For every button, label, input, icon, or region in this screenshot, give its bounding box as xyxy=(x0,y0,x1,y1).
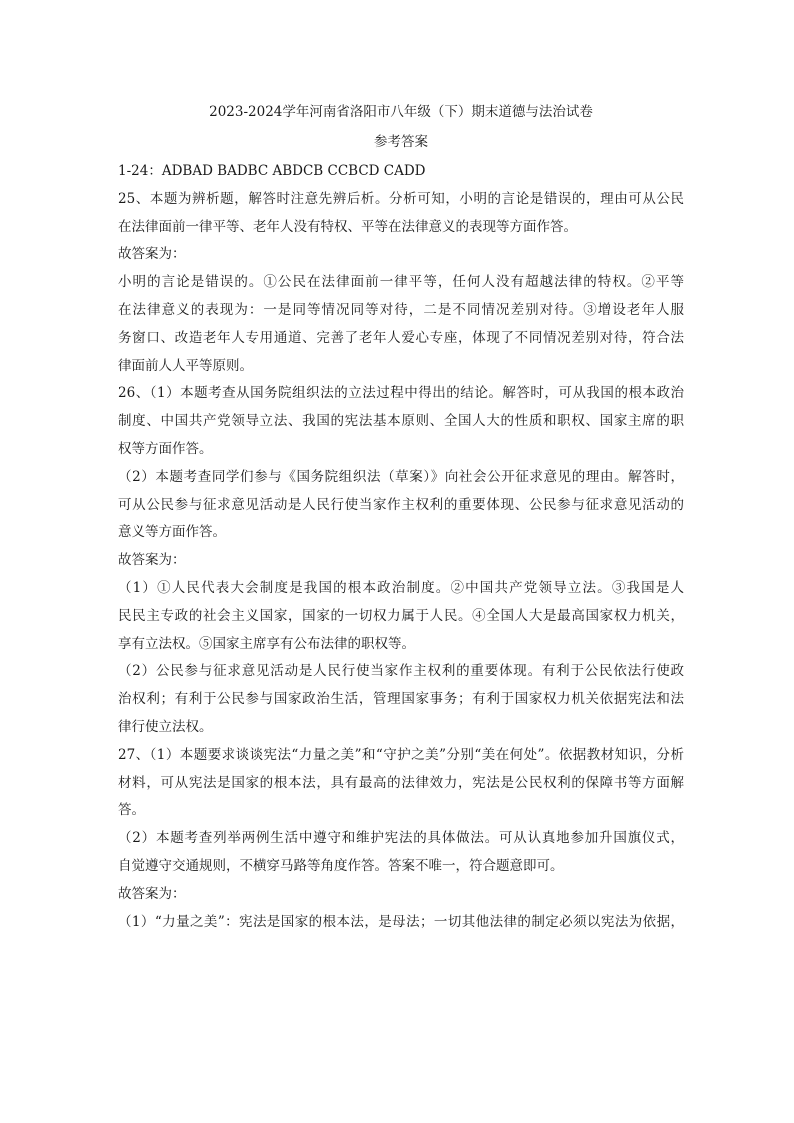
text-line: （2）公民参与征求意见活动是人民行使当家作主权利的重要体现。有利于公民依法行使政 xyxy=(118,663,684,680)
text-line: （2）本题考查同学们参与《国务院组织法（草案）》向社会公开征求意见的理由。解答时， xyxy=(118,468,684,485)
text-line: 27、（1）本题要求谈谈宪法“力量之美”和“守护之美”分别“美在何处”。依据教材知识，分析 xyxy=(118,746,684,763)
text-line: 26、（1）本题考查从国务院组织法的立法过程中得出的结论。解答时，可从我国的根本政治 xyxy=(118,385,684,402)
text-line: 故答案为： xyxy=(118,246,186,263)
text-line: （2）本题考查列举两例生活中遵守和维护宪法的具体做法。可从认真地参加升国旗仪式， xyxy=(118,830,684,847)
text-line: 在法律面前一律平等、老年人没有特权、平等在法律意义的表现等方面作答。 xyxy=(118,218,577,235)
text-line: 务窗口、改造老年人专用通道、完善了老年人爱心专座，体现了不同情况差别对待，符合法 xyxy=(118,329,684,346)
text-line: 材料，可从宪法是国家的根本法，具有最高的法律效力，宪法是公民权利的保障书等方面解 xyxy=(118,774,684,791)
text-line: （1）“力量之美”：宪法是国家的根本法，是母法；一切其他法律的制定必须以宪法为依据， xyxy=(118,913,684,930)
document-body xyxy=(118,162,684,932)
text-line: 权等方面作答。 xyxy=(118,440,213,457)
text-line: 小明的言论是错误的。①公民在法律面前一律平等，任何人没有超越法律的特权。②平等 xyxy=(118,274,684,291)
text-line: 故答案为： xyxy=(118,552,186,569)
text-line: 治权利；有利于公民参与国家政治生活，管理国家事务；有利于国家权力机关依据宪法和法 xyxy=(118,691,684,708)
text-line: 律面前人人平等原则。 xyxy=(118,357,253,374)
text-line: 律行使立法权。 xyxy=(118,718,213,735)
text-line: 享有立法权。⑤国家主席享有公布法律的职权等。 xyxy=(118,635,415,652)
text-line: 自觉遵守交通规则，不横穿马路等角度作答。答案不唯一，符合题意即可。 xyxy=(118,857,564,874)
text-line: 答。 xyxy=(118,802,145,819)
text-line: 意义等方面作答。 xyxy=(118,524,226,541)
document-page xyxy=(118,98,684,940)
text-line: 1-24：ADBAD BADBC ABDCB CCBCD CADD xyxy=(118,163,426,179)
text-line: 可从公民参与征求意见活动是人民行使当家作主权利的重要体现、公民参与征求意见活动的 xyxy=(118,496,684,513)
text-line: （1）①人民代表大会制度是我国的根本政治制度。②中国共产党领导立法。③我国是人 xyxy=(118,579,684,596)
document-title: 2023-2024学年河南省洛阳市八年级（下）期末道德与法治试卷 xyxy=(209,104,593,120)
text-line: 故答案为： xyxy=(118,885,186,902)
text-line: 制度、中国共产党领导立法、我国的宪法基本原则、全国人大的性质和职权、国家主席的职 xyxy=(118,413,684,430)
text-line: 25、本题为辨析题，解答时注意先辨后析。分析可知，小明的言论是错误的，理由可从公民 xyxy=(118,190,684,207)
text-line: 在法律意义的表现为：一是同等情况同等对待，二是不同情况差别对待。③增设老年人服 xyxy=(118,301,684,318)
document-subtitle: 参考答案 xyxy=(374,134,428,150)
text-line: 民民主专政的社会主义国家，国家的一切权力属于人民。④全国人大是最高国家权力机关， xyxy=(118,607,684,624)
